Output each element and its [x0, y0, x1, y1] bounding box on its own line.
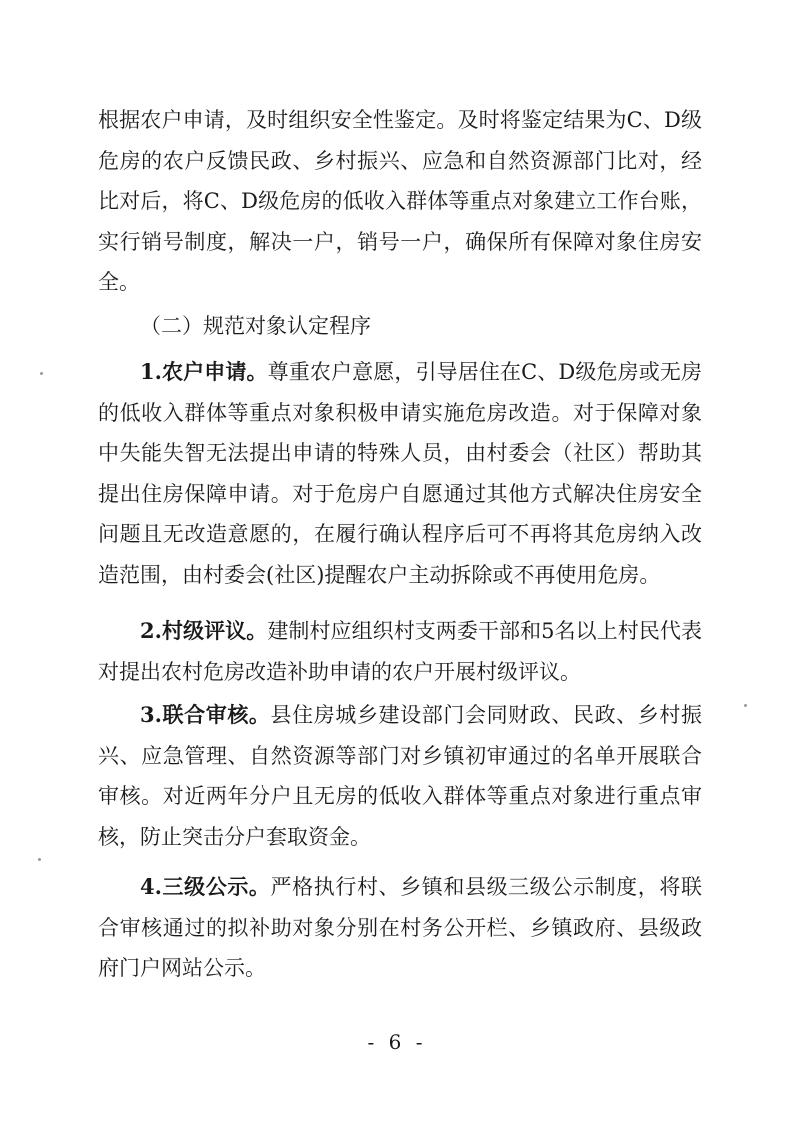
paragraph-item-3 [98, 695, 702, 857]
paragraph-intro-text: 根据农户申请，及时组织安全性鉴定。及时将鉴定结果为C、D级危房的农户反馈民政、乡村振兴、应急和自然资源部门比对，经比对后，将C、D级危房的低收入群体等重点对象建立工作台账，实行销号制度，解决一户，销号一户，确保所有保障对象住房安全。 [98, 108, 702, 294]
item-2-lead: 2.村级评议。 [140, 618, 268, 643]
paragraph-item-1 [98, 352, 702, 595]
item-1-lead: 1.农户申请。 [140, 359, 268, 384]
page-number: - 6 - [367, 1030, 427, 1054]
item-4-lead: 4.三级公示。 [140, 874, 271, 899]
scan-speck [40, 372, 43, 375]
item-2-body: 建制村应组织村支两委干部和5名以上村民代表对提出农村危房改造补助申请的农户开展村级评议。 [98, 619, 702, 684]
item-3-body: 县住房城乡建设部门会同财政、民政、乡村振兴、应急管理、自然资源等部门对乡镇初审通过的名单开展联合审核。对近两年分户且无房的低收入群体等重点对象进行重点审核，防止突击分户套取资金。 [98, 703, 702, 849]
item-1-body: 尊重农户意愿，引导居住在C、D级危房或无房的低收入群体等重点对象积极申请实施危房改造。对于保障对象中失能失智无法提出申请的特殊人员，由村委会（社区）帮助其提出住房保障申请。对于危房户自愿通过其他方式解决住房安全问题且无改造意愿的，在履行确认程序后可不再将其危房纳入改造范围，由村委会(社区)提醒农户主动拆除或不再使用危房。 [98, 360, 702, 587]
paragraph-intro [98, 100, 702, 303]
item-3-lead: 3.联合审核。 [140, 702, 271, 727]
paragraph-item-2 [98, 611, 702, 692]
item-4-body: 严格执行村、乡镇和县级三级公示制度，将联合审核通过的拟补助对象分别在村务公开栏、乡镇政府、县级政府门户网站公示。 [98, 875, 702, 980]
scan-speck [744, 704, 747, 707]
scan-speck [38, 858, 41, 861]
section-heading: （二）规范对象认定程序 [140, 314, 371, 338]
paragraph-item-4 [98, 867, 702, 989]
